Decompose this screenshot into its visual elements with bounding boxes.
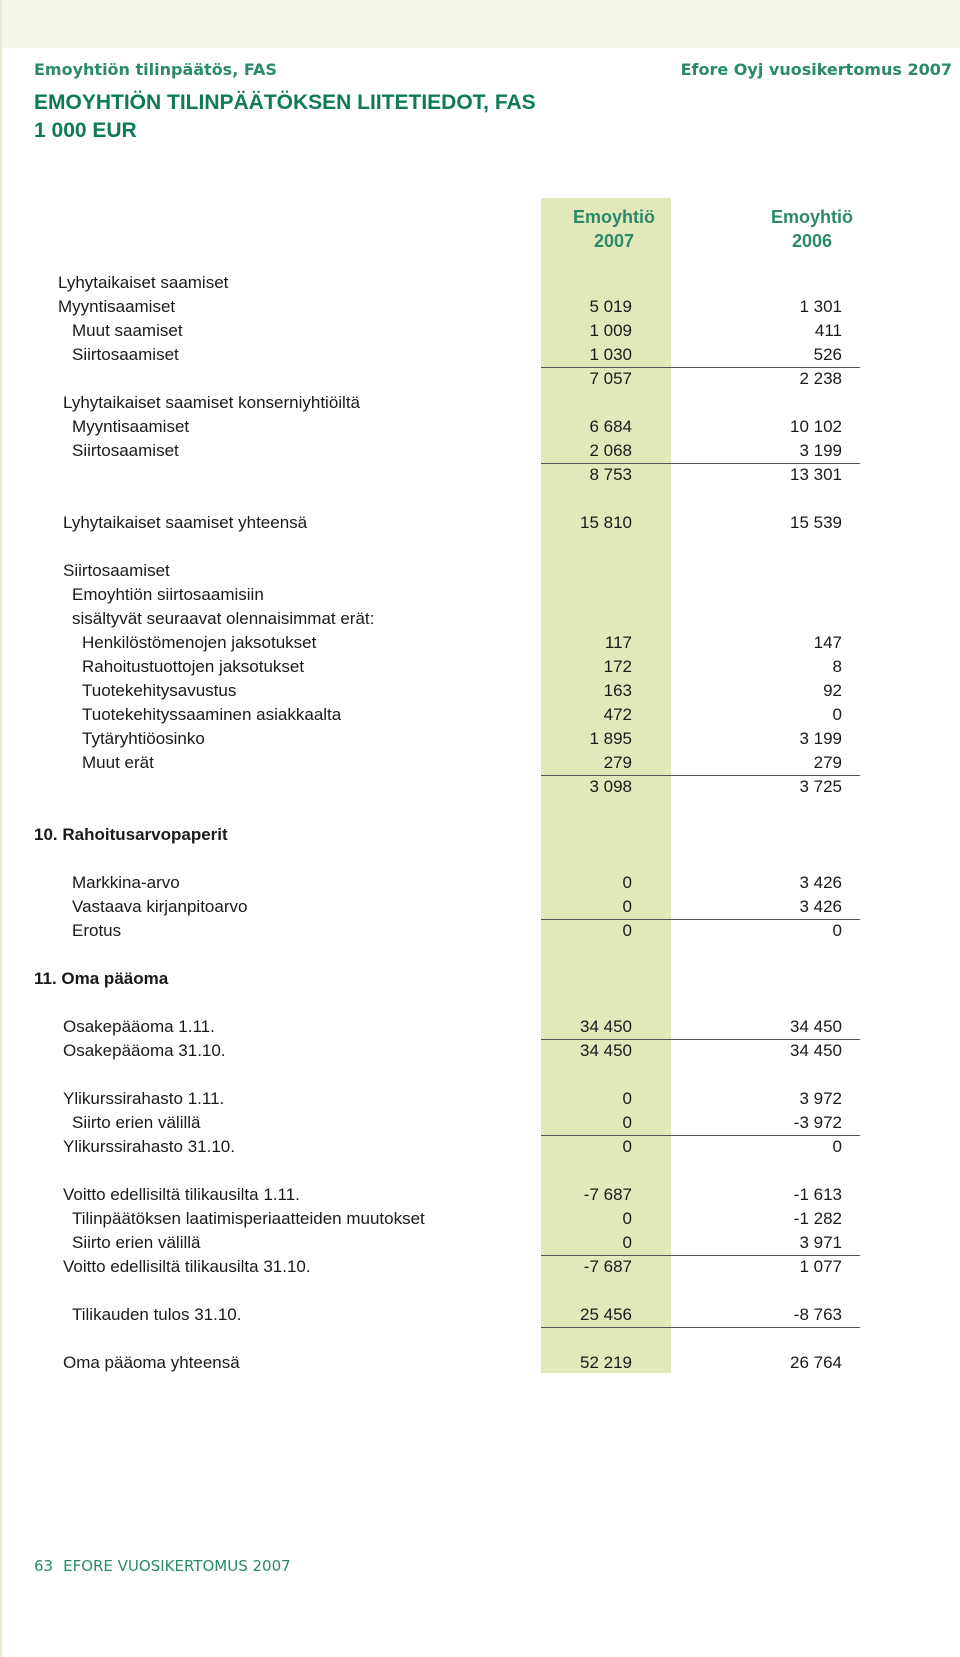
section-heading-label: 11. Oma pääoma: [34, 969, 169, 988]
row-label: Henkilöstömenojen jaksotukset: [82, 633, 317, 652]
table-row: [0, 439, 960, 463]
value-2007: 1 009: [589, 321, 632, 340]
value-2006: 0: [832, 1137, 842, 1156]
table-row: [0, 751, 960, 775]
page-title-line-2: 1 000 EUR: [34, 119, 137, 142]
value-2006: 10 102: [790, 417, 842, 436]
row-label: Ylikurssirahasto 31.10.: [63, 1137, 235, 1156]
value-2006: 34 450: [790, 1041, 842, 1060]
value-2007: 52 219: [580, 1353, 632, 1372]
column-header-2006-name: Emoyhtiö: [770, 207, 853, 227]
row-label: Siirto erien välillä: [72, 1113, 201, 1132]
value-2007: 34 450: [580, 1041, 632, 1060]
value-2006: 26 764: [790, 1353, 842, 1372]
subtotal-row: [0, 775, 960, 799]
row-label: Tuotekehitysavustus: [82, 681, 237, 700]
value-2007: -7 687: [583, 1257, 632, 1276]
row-label: Ylikurssirahasto 1.11.: [63, 1089, 225, 1108]
table-row: [0, 871, 960, 895]
value-2007: 0: [622, 897, 632, 916]
value-2007: 6 684: [589, 417, 632, 436]
column-header-2007-name: Emoyhtiö: [572, 207, 655, 227]
page-number: 63: [34, 1557, 54, 1575]
value-2007: 25 456: [580, 1305, 632, 1324]
row-label: Lyhytaikaiset saamiset: [58, 273, 229, 292]
value-2007: 0: [622, 1209, 632, 1228]
table-row: [0, 1231, 960, 1255]
row-label: Myyntisaamiset: [58, 297, 176, 316]
value-2007: 2 068: [589, 441, 632, 460]
value-2006: 147: [813, 633, 842, 652]
section-heading-label: 10. Rahoitusarvopaperit: [34, 825, 228, 844]
value-2006: 3 426: [799, 873, 842, 892]
value-2006: 526: [813, 345, 842, 364]
row-label: Tuotekehityssaaminen asiakkaalta: [82, 705, 342, 724]
value-2007: 3 098: [589, 777, 632, 796]
row-label: Emoyhtiön siirtosaamisiin: [72, 585, 264, 604]
column-header-2007-year: 2007: [593, 231, 635, 251]
table-row: [0, 343, 960, 367]
row-label: Siirtosaamiset: [72, 345, 179, 364]
value-2007: 0: [622, 1089, 632, 1108]
value-2006: 3 725: [799, 777, 842, 796]
value-2006: 34 450: [790, 1017, 842, 1036]
row-label: Siirtosaamiset: [72, 441, 179, 460]
column-header-2006-year: 2006: [791, 231, 833, 251]
table-row: [0, 1255, 960, 1279]
value-2006: 3 199: [799, 729, 842, 748]
value-2006: -1 613: [793, 1185, 842, 1204]
table-row: [0, 1039, 960, 1063]
table-row: [0, 1087, 960, 1111]
table-row: [0, 415, 960, 439]
section-header: Emoyhtiön tilinpäätös, FAS: [34, 60, 277, 79]
table-row: [0, 583, 960, 607]
value-2007: 1 895: [589, 729, 632, 748]
table-row: [0, 1303, 960, 1327]
value-2006: 1 077: [799, 1257, 842, 1276]
value-2007: 34 450: [580, 1017, 632, 1036]
page-title: [34, 89, 536, 145]
value-2007: 279: [603, 753, 632, 772]
value-2006: 0: [832, 705, 842, 724]
table-row: [0, 703, 960, 727]
value-2006: 2 238: [799, 369, 842, 388]
value-2006: 0: [832, 921, 842, 940]
value-2006: -3 972: [793, 1113, 842, 1132]
row-label: Voitto edellisiltä tilikausilta 1.11.: [63, 1185, 300, 1204]
row-label: Siirtosaamiset: [63, 561, 170, 580]
table-row: [0, 319, 960, 343]
value-2007: 0: [622, 1137, 632, 1156]
value-2007: 117: [604, 633, 632, 652]
table-row: [0, 1183, 960, 1207]
value-2006: 13 301: [790, 465, 842, 484]
row-label: Muut saamiset: [72, 321, 183, 340]
total-row: [0, 511, 960, 535]
value-2007: 472: [603, 705, 632, 724]
value-2007: 15 810: [580, 513, 632, 532]
value-2007: -7 687: [583, 1185, 632, 1204]
row-label: Oma pääoma yhteensä: [63, 1353, 240, 1372]
section-heading: [0, 823, 960, 847]
table-row: [0, 895, 960, 919]
table-row: [0, 919, 960, 943]
table-row: [0, 295, 960, 319]
table-row: [0, 1135, 960, 1159]
value-2006: 3 426: [799, 897, 842, 916]
table-row: [0, 607, 960, 631]
value-2007: 8 753: [589, 465, 632, 484]
value-2007: 7 057: [589, 369, 632, 388]
table-row: [0, 391, 960, 415]
table-row: [0, 655, 960, 679]
row-label: Osakepääoma 31.10.: [63, 1041, 226, 1060]
value-2006: 3 199: [799, 441, 842, 460]
row-label: sisältyvät seuraavat olennaisimmat erät:: [72, 609, 375, 628]
page-title-line-1: EMOYHTIÖN TILINPÄÄTÖKSEN LIITETIEDOT, FAS: [34, 91, 536, 114]
table-row: [0, 559, 960, 583]
column-header-2007: [539, 205, 689, 253]
table-row: [0, 271, 960, 295]
table-row: [0, 631, 960, 655]
row-label: Siirto erien välillä: [72, 1233, 201, 1252]
value-2006: 92: [823, 681, 842, 700]
value-2006: 8: [832, 657, 842, 676]
value-2007: 163: [603, 681, 632, 700]
top-band: [0, 0, 960, 48]
value-2006: 15 539: [790, 513, 842, 532]
value-2007: 5 019: [589, 297, 632, 316]
value-2007: 0: [622, 921, 632, 940]
value-2006: 411: [814, 321, 842, 340]
value-2006: 3 972: [799, 1089, 842, 1108]
row-label: Tilikauden tulos 31.10.: [72, 1305, 242, 1324]
section-heading: [0, 967, 960, 991]
row-label: Muut erät: [82, 753, 154, 772]
row-label: Rahoitustuottojen jaksotukset: [82, 657, 305, 676]
value-2007: 0: [622, 1233, 632, 1252]
row-label: Osakepääoma 1.11.: [63, 1017, 215, 1036]
row-label: Erotus: [72, 921, 122, 940]
value-2007: 0: [622, 1113, 632, 1132]
row-label: Tytäryhtiöosinko: [82, 729, 205, 748]
column-header-2006: [737, 205, 887, 253]
value-2007: 0: [622, 873, 632, 892]
total-row: [0, 1351, 960, 1375]
subtotal-row: [0, 367, 960, 391]
value-2007: 1 030: [589, 345, 632, 364]
row-label: Voitto edellisiltä tilikausilta 31.10.: [63, 1257, 311, 1276]
footer-title: EFORE VUOSIKERTOMUS 2007: [63, 1557, 291, 1575]
row-label: Vastaava kirjanpitoarvo: [72, 897, 248, 916]
value-2006: 3 971: [799, 1233, 842, 1252]
subtotal-row: [0, 463, 960, 487]
table-row: [0, 1015, 960, 1039]
row-label: Lyhytaikaiset saamiset yhteensä: [63, 513, 308, 532]
value-2006: -1 282: [793, 1209, 842, 1228]
row-label: Lyhytaikaiset saamiset konserniyhtiöiltä: [63, 393, 361, 412]
row-label: Markkina-arvo: [72, 873, 180, 892]
table-row: [0, 679, 960, 703]
publication-header: Efore Oyj vuosikertomus 2007: [680, 60, 952, 79]
page-footer: [34, 1557, 291, 1575]
table-row: [0, 727, 960, 751]
value-2007: 172: [603, 657, 632, 676]
value-2006: 1 301: [799, 297, 842, 316]
row-label: Tilinpäätöksen laatimisperiaatteiden muutokset: [72, 1209, 425, 1228]
table-row: [0, 1207, 960, 1231]
row-label: Myyntisaamiset: [72, 417, 190, 436]
value-2006: 279: [813, 753, 842, 772]
value-2006: -8 763: [793, 1305, 842, 1324]
table-row: [0, 1111, 960, 1135]
